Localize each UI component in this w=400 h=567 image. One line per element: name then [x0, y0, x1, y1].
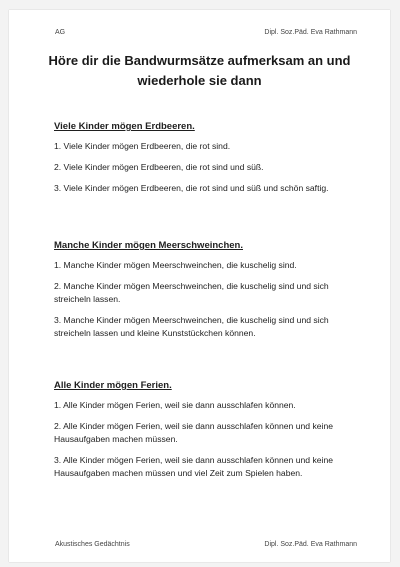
section-heading: Manche Kinder mögen Meerschweinchen.: [54, 240, 243, 251]
worksheet-page: [9, 10, 390, 562]
section-erdbeeren: [54, 121, 360, 203]
footer-author: Dipl. Soz.Päd. Eva Rathmann: [264, 541, 357, 548]
title-line-2: wiederhole sie dann: [137, 73, 262, 88]
section-heading: Alle Kinder mögen Ferien.: [54, 380, 172, 391]
sentence-item: 3. Viele Kinder mögen Erdbeeren, die rot sind und süß und schön saftig.: [54, 183, 329, 193]
sentence-item: 3. Manche Kinder mögen Meerschweinchen, die kuschelig sind und sich streicheln lassen und kleine Kunststückchen können.: [54, 315, 329, 338]
title-line-1: Höre dir die Bandwurmsätze aufmerksam an und: [48, 53, 351, 68]
sentence-item: 2. Alle Kinder mögen Ferien, weil sie dann ausschlafen können und keine Hausaufgaben machen müssen.: [54, 421, 333, 444]
sentence-item: 1. Manche Kinder mögen Meerschweinchen, die kuschelig sind.: [54, 260, 297, 270]
header-author: Dipl. Soz.Päd. Eva Rathmann: [264, 29, 357, 36]
section-meerschweinchen: [54, 240, 360, 348]
footer-subject: Akustisches Gedächtnis: [55, 541, 130, 548]
page-title: [39, 51, 360, 91]
header-left-text: AG: [55, 29, 66, 36]
sentence-item: 1. Alle Kinder mögen Ferien, weil sie dann ausschlafen können.: [54, 400, 296, 410]
sentence-item: 2. Viele Kinder mögen Erdbeeren, die rot sind und süß.: [54, 162, 264, 172]
sentence-item: 3. Alle Kinder mögen Ferien, weil sie dann ausschlafen können und keine Hausaufgaben machen müssen und viel Zeit zum Spielen haben.: [54, 455, 333, 478]
section-heading: Viele Kinder mögen Erdbeeren.: [54, 121, 195, 132]
sentence-item: 2. Manche Kinder mögen Meerschweinchen, die kuschelig sind und sich streicheln lassen.: [54, 281, 329, 304]
section-ferien: [54, 380, 360, 488]
sentence-item: 1. Viele Kinder mögen Erdbeeren, die rot sind.: [54, 141, 231, 151]
